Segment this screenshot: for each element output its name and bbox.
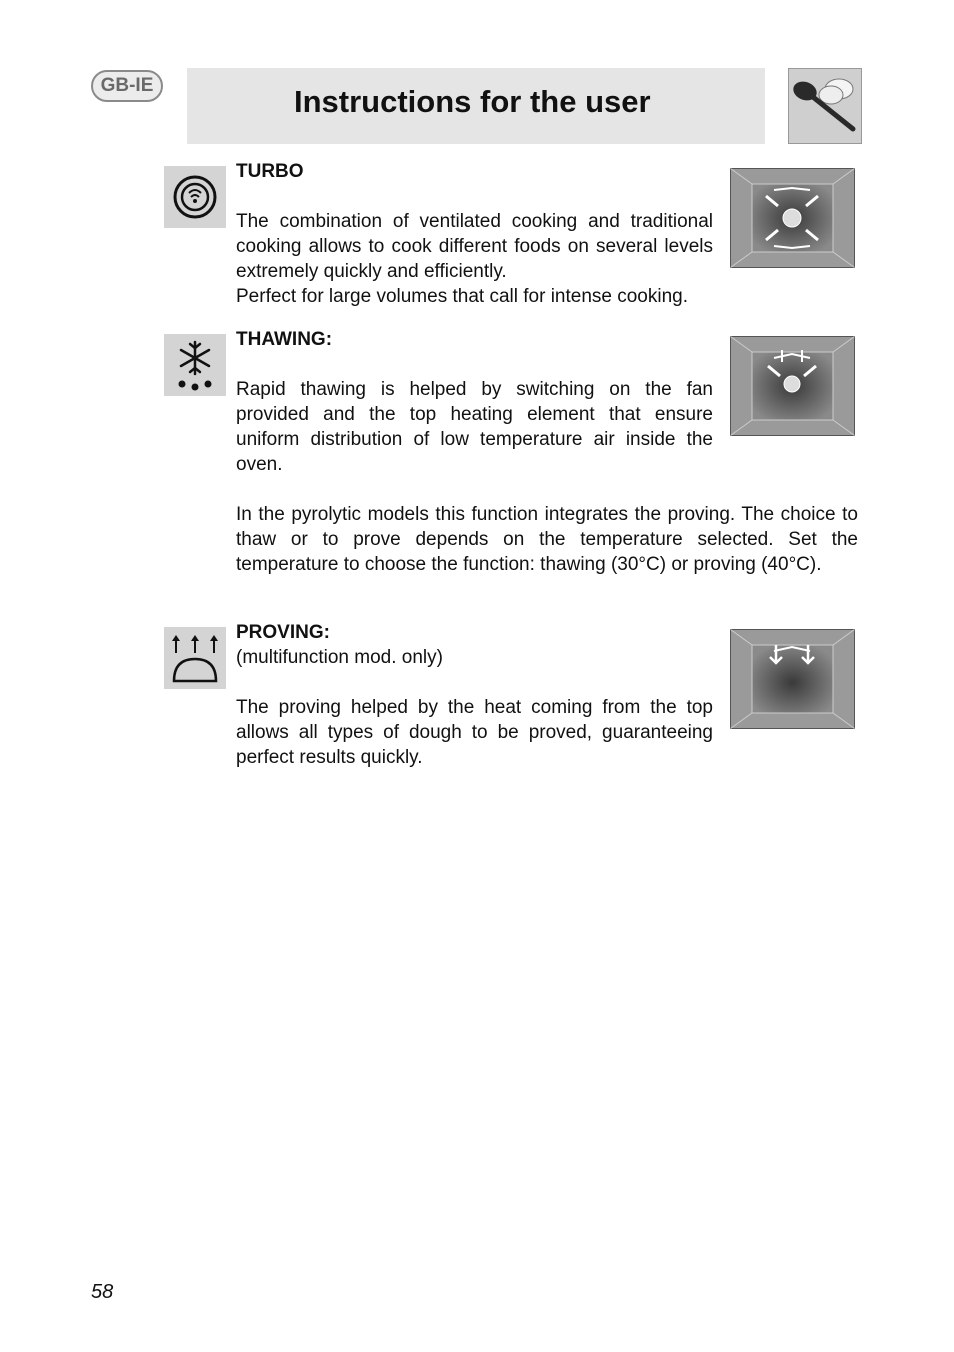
section-heading: THAWING: <box>236 329 333 350</box>
page-number: 58 <box>91 1281 114 1303</box>
oven-proving-diagram <box>730 629 855 729</box>
section-subheading: (multifunction mod. only) <box>236 647 443 668</box>
page-title: Instructions for the user <box>294 84 651 119</box>
section-turbo <box>236 159 718 309</box>
oven-thawing-diagram <box>730 336 855 436</box>
chef-spoon-icon <box>788 68 862 144</box>
turbo-fan-icon <box>164 166 226 228</box>
section-paragraph: In the pyrolytic models this function integrates the proving. The choice to thaw or to prove depends on the temperature selected. Set the temperature to choose the function: thawing (30°C) or proving (40°C). <box>236 504 858 575</box>
section-heading: TURBO <box>236 161 304 182</box>
section-paragraph: Rapid thawing is helped by switching on the fan provided and the top heating element that ensure uniform distribution of low temperature air inside the oven. <box>236 379 713 475</box>
section-proving <box>236 620 713 770</box>
section-paragraph: The proving helped by the heat coming from the top allows all types of dough to be proved, guaranteeing perfect results quickly. <box>236 697 713 768</box>
snowflake-thawing-icon <box>164 334 226 396</box>
section-paragraph: The combination of ventilated cooking and traditional cooking allows to cook different foods on several levels extremely quickly and efficiently. <box>236 211 713 282</box>
oven-fan-diagram <box>730 168 855 268</box>
region-badge: GB-IE <box>91 70 163 102</box>
section-paragraph: Perfect for large volumes that call for intense cooking. <box>236 286 689 307</box>
section-heading: PROVING: <box>236 622 330 643</box>
proving-dome-icon <box>164 627 226 689</box>
